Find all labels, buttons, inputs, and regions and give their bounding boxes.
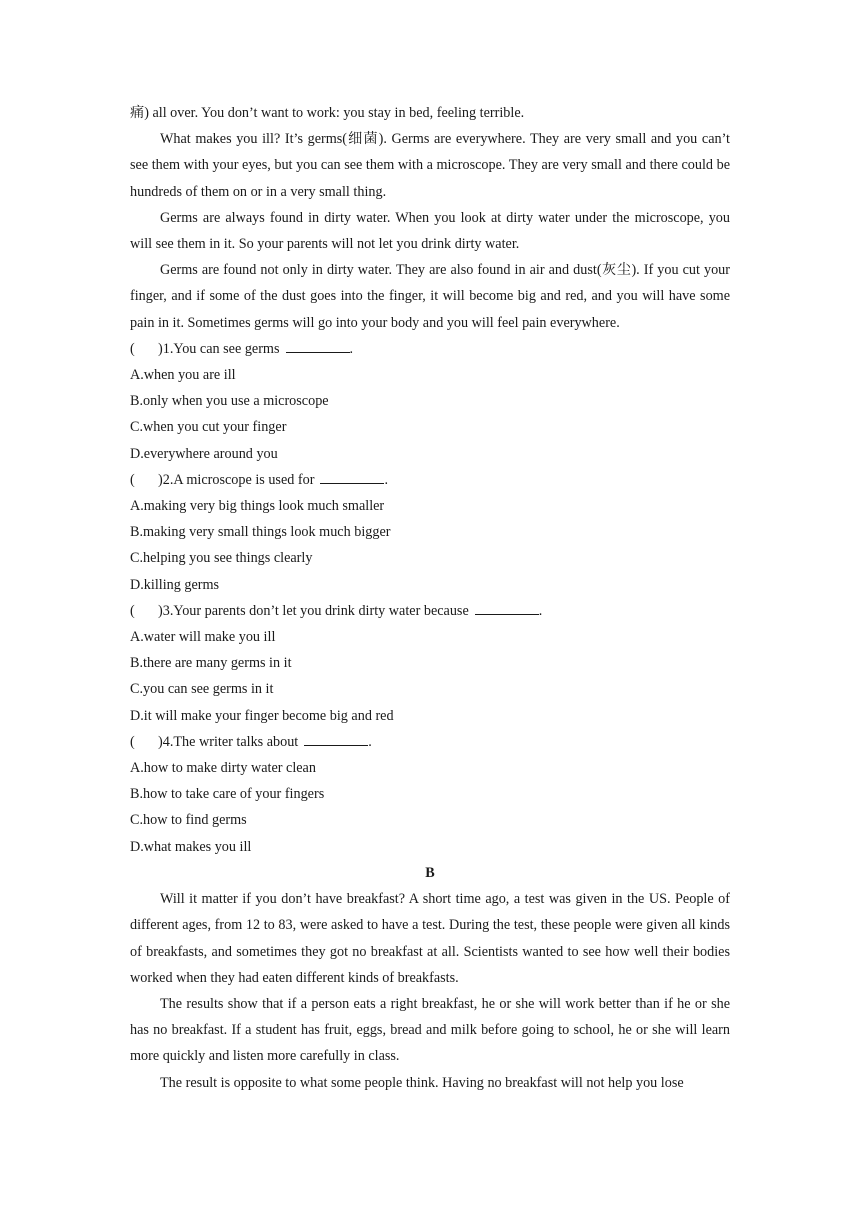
passage-b-paragraph-3: The result is opposite to what some people think. Having no breakfast will not help you lose — [160, 1074, 684, 1091]
passage-a-paragraph-1: What makes you ill? It’s germs(细菌). Germs are everywhere. They are very small and you can’t see them with your eyes, but you can see them with a microscope. They are very small and there could be hundreds of them on or in a very small thing. — [130, 131, 730, 200]
option-a: A.when you are ill — [130, 367, 236, 384]
question-1 — [130, 336, 730, 362]
option-c: C.helping you see things clearly — [130, 550, 313, 567]
answer-paren: ( — [130, 471, 135, 488]
answer-blank — [320, 469, 384, 484]
passage-a-paragraph-0: 痛) all over. You don’t want to work: you stay in bed, feeling terrible. — [130, 105, 525, 121]
answer-blank — [475, 600, 539, 615]
answer-blank — [304, 731, 368, 746]
answer-blank — [286, 338, 350, 353]
answer-paren: ( — [130, 340, 135, 357]
passage-b-paragraph-1: Will it matter if you don’t have breakfast? A short time ago, a test was given in the US. People of different ages, from 12 to 83, were asked to have a test. During the test, these people were given all kinds of breakfasts, and sometimes they got no breakfast at all. Scientists wanted to see how well their bodies worked when they had eaten different kinds of breakfasts. — [130, 891, 730, 986]
option-b: B.how to take care of your fingers — [130, 786, 325, 803]
section-heading-b: B — [425, 864, 435, 881]
question-stem: )1.You can see germs — [158, 340, 280, 357]
option-d: D.it will make your finger become big and red — [130, 707, 394, 724]
passage-a-paragraph-2: Germs are always found in dirty water. When you look at dirty water under the microscope, you will see them in it. So your parents will not let you drink dirty water. — [130, 209, 730, 253]
option-d: D.what makes you ill — [130, 838, 252, 855]
option-c: C.you can see germs in it — [130, 681, 274, 698]
question-end: . — [384, 471, 388, 488]
option-c: C.how to find germs — [130, 812, 247, 829]
option-b: B.only when you use a microscope — [130, 393, 329, 410]
question-end: . — [349, 340, 354, 357]
option-c: C.when you cut your finger — [130, 419, 287, 436]
option-b: B.there are many germs in it — [130, 655, 292, 672]
answer-paren: ( — [130, 602, 135, 619]
passage-b-paragraph-2: The results show that if a person eats a right breakfast, he or she will work better than if he or she has no breakfast. If a student has fruit, eggs, bread and milk before going to school, he or she will learn more quickly and listen more carefully in class. — [130, 995, 730, 1065]
question-2 — [130, 467, 730, 493]
answer-paren: ( — [130, 733, 135, 750]
option-d: D.killing germs — [130, 576, 220, 593]
option-d: D.everywhere around you — [130, 445, 278, 462]
question-3 — [130, 598, 730, 624]
option-a: A.how to make dirty water clean — [130, 760, 316, 777]
question-stem: )2.A microscope is used for — [158, 471, 315, 488]
option-b: B.making very small things look much bigger — [130, 524, 391, 541]
passage-a-paragraph-3: Germs are found not only in dirty water. They are also found in air and dust(灰尘). If you cut your finger, and if some of the dust goes into the finger, it will become big and red, and you will have some pain in it. Sometimes germs will go into your body and you will feel pain everywhere. — [130, 262, 730, 331]
question-stem: )3.Your parents don’t let you drink dirty water because — [158, 602, 469, 619]
question-end: . — [538, 602, 543, 619]
question-4 — [130, 729, 730, 755]
document-page — [130, 100, 730, 1096]
option-a: A.making very big things look much smaller — [130, 498, 385, 515]
question-end: . — [368, 733, 372, 750]
question-stem: )4.The writer talks about — [158, 733, 299, 750]
option-a: A.water will make you ill — [130, 629, 276, 646]
